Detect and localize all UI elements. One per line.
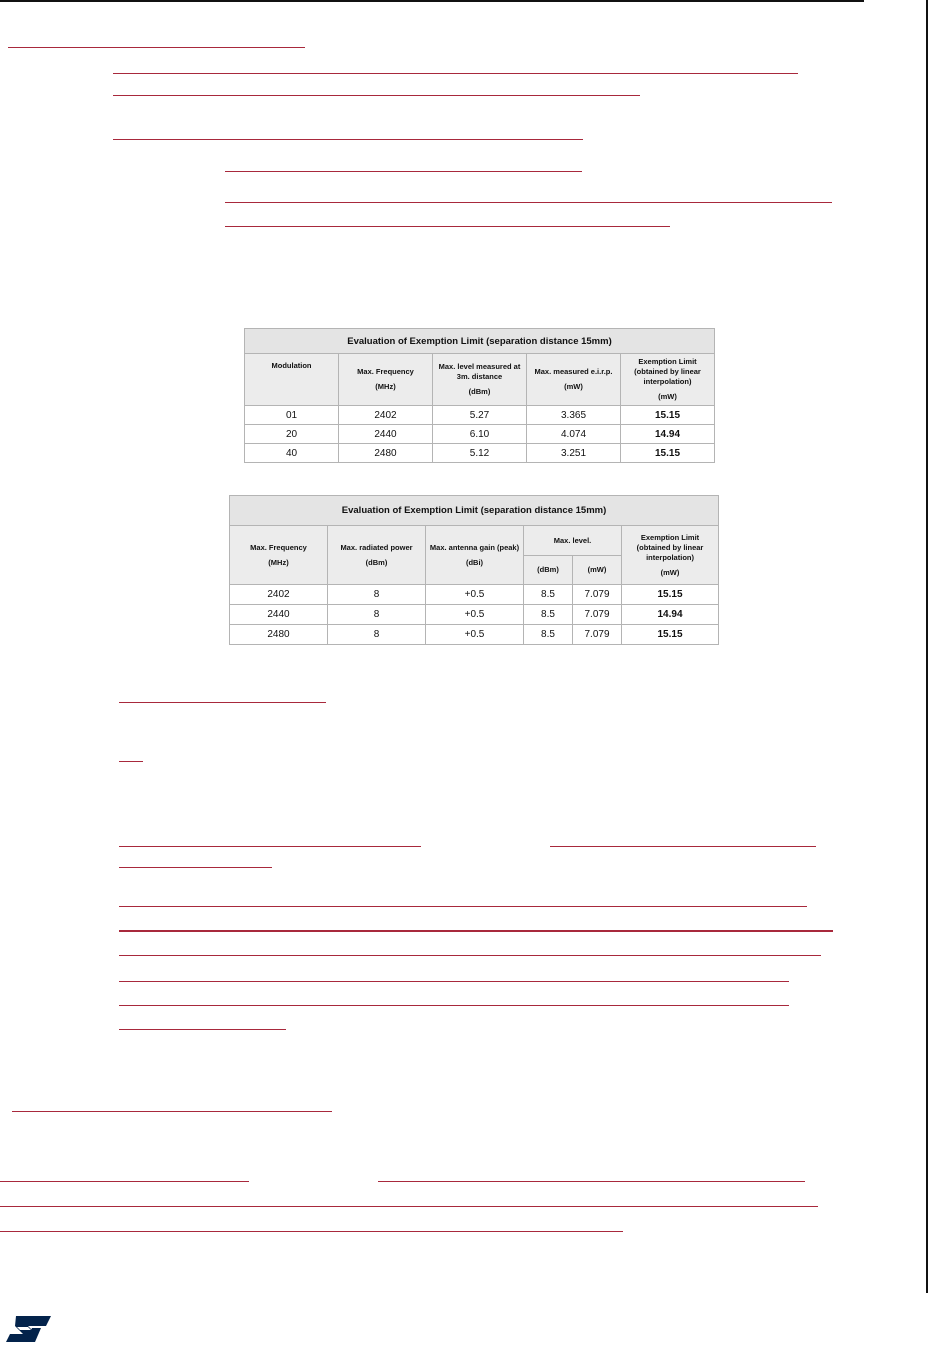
table-1-title: Evaluation of Exemption Limit (separation distance 15mm) bbox=[245, 329, 715, 354]
table-cell: 8 bbox=[328, 625, 426, 645]
table-2-subheader: (mW) bbox=[573, 556, 622, 585]
table-cell: 15.15 bbox=[622, 625, 719, 645]
redacted-heading bbox=[12, 1111, 332, 1112]
table-1-header bbox=[621, 354, 715, 406]
redacted-text-line bbox=[113, 95, 640, 96]
table-1-header-label: Max. level measured at 3m. distance bbox=[438, 362, 521, 381]
table-cell: 14.94 bbox=[621, 425, 715, 444]
table-cell: 3.251 bbox=[527, 444, 621, 463]
table-1-header-unit: (dBm) bbox=[468, 387, 491, 396]
table-2-header-unit: (MHz) bbox=[268, 557, 289, 567]
table-2-header-unit: (dBi) bbox=[465, 557, 484, 567]
table-2-subheader: (dBm) bbox=[524, 556, 573, 585]
table-1-header-label: Max. Frequency bbox=[357, 367, 414, 376]
table-cell: 8.5 bbox=[524, 605, 573, 625]
table-cell: 20 bbox=[245, 425, 339, 444]
table-cell: 2402 bbox=[230, 585, 328, 605]
redacted-text-line bbox=[119, 867, 272, 868]
redacted-text-line bbox=[225, 171, 582, 172]
table-cell: 40 bbox=[245, 444, 339, 463]
table-2-header-label: Max. Frequency bbox=[250, 542, 307, 552]
table-cell: 15.15 bbox=[622, 585, 719, 605]
table-cell: +0.5 bbox=[426, 625, 524, 645]
redacted-text-line bbox=[0, 1181, 249, 1182]
table-2-header-label: Exemption Limit (obtained by linear interpolation) bbox=[636, 532, 704, 562]
table-cell: 4.074 bbox=[527, 425, 621, 444]
table-cell: 01 bbox=[245, 406, 339, 425]
table-1-header-unit: (mW) bbox=[658, 392, 677, 401]
table-1-header bbox=[339, 354, 433, 406]
redacted-text-line bbox=[119, 702, 326, 703]
table-cell: +0.5 bbox=[426, 585, 524, 605]
redacted-text-line bbox=[119, 761, 143, 762]
table-cell: 8 bbox=[328, 605, 426, 625]
exemption-limit-table-2 bbox=[229, 495, 719, 645]
table-cell: 7.079 bbox=[573, 585, 622, 605]
table-cell: 3.365 bbox=[527, 406, 621, 425]
table-1-header bbox=[433, 354, 527, 406]
table-cell: 2480 bbox=[230, 625, 328, 645]
redacted-heading bbox=[8, 47, 305, 48]
table-2-header-label: Max. radiated power bbox=[340, 542, 413, 552]
table-2-header-unit: (mW) bbox=[660, 567, 680, 577]
redacted-text-line bbox=[225, 226, 670, 227]
page-top-rule bbox=[0, 0, 864, 2]
table-1-header bbox=[245, 354, 339, 406]
table-row bbox=[230, 625, 719, 645]
redacted-text-line bbox=[378, 1181, 805, 1182]
redacted-text-line bbox=[0, 1206, 818, 1207]
table-cell: 8.5 bbox=[524, 585, 573, 605]
page-right-rule bbox=[926, 0, 928, 1293]
table-1-header bbox=[527, 354, 621, 406]
redacted-text-line bbox=[550, 846, 816, 847]
table-cell: 14.94 bbox=[622, 605, 719, 625]
table-2-title: Evaluation of Exemption Limit (separation distance 15mm) bbox=[230, 496, 719, 526]
table-2-header bbox=[524, 526, 622, 556]
redacted-text-line bbox=[119, 981, 789, 982]
table-1-header-label: Modulation bbox=[271, 361, 312, 370]
table-1-header-unit: (MHz) bbox=[375, 382, 396, 391]
redacted-text-line bbox=[119, 1029, 286, 1030]
table-cell: 2480 bbox=[339, 444, 433, 463]
exemption-limit-table-1 bbox=[244, 328, 715, 463]
table-row bbox=[230, 585, 719, 605]
redacted-text-line bbox=[113, 139, 583, 140]
redacted-text-line bbox=[0, 1231, 623, 1232]
st-logo-icon bbox=[6, 1314, 52, 1344]
table-cell: +0.5 bbox=[426, 605, 524, 625]
redacted-text-line bbox=[119, 906, 807, 907]
table-2-header bbox=[328, 526, 426, 585]
table-cell: 2402 bbox=[339, 406, 433, 425]
redacted-text-line bbox=[119, 955, 821, 956]
table-cell: 8.5 bbox=[524, 625, 573, 645]
table-cell: 8 bbox=[328, 585, 426, 605]
table-cell: 2440 bbox=[339, 425, 433, 444]
redacted-text-line bbox=[119, 1005, 789, 1006]
table-2-header bbox=[622, 526, 719, 585]
table-cell: 15.15 bbox=[621, 406, 715, 425]
table-1-header-unit: (mW) bbox=[564, 382, 583, 391]
redacted-text-line bbox=[113, 73, 798, 74]
table-cell: 5.27 bbox=[433, 406, 527, 425]
redacted-text-line bbox=[119, 846, 421, 847]
table-2-header-label: Max. antenna gain (peak) bbox=[429, 542, 520, 552]
table-cell: 6.10 bbox=[433, 425, 527, 444]
table-cell: 7.079 bbox=[573, 625, 622, 645]
table-1-header-label: Exemption Limit (obtained by linear interpolation) bbox=[634, 357, 701, 386]
table-2-header-unit: (dBm) bbox=[365, 557, 388, 567]
table-row bbox=[245, 444, 715, 463]
table-2-header-label: Max. level. bbox=[553, 535, 592, 545]
redacted-text-line bbox=[225, 202, 832, 203]
table-cell: 7.079 bbox=[573, 605, 622, 625]
table-row bbox=[245, 406, 715, 425]
table-1-header-label: Max. measured e.i.r.p. bbox=[534, 367, 613, 376]
table-row bbox=[230, 605, 719, 625]
table-cell: 15.15 bbox=[621, 444, 715, 463]
table-2-header bbox=[426, 526, 524, 585]
redacted-text-line bbox=[119, 930, 833, 932]
table-cell: 2440 bbox=[230, 605, 328, 625]
table-row bbox=[245, 425, 715, 444]
table-2-header bbox=[230, 526, 328, 585]
table-cell: 5.12 bbox=[433, 444, 527, 463]
